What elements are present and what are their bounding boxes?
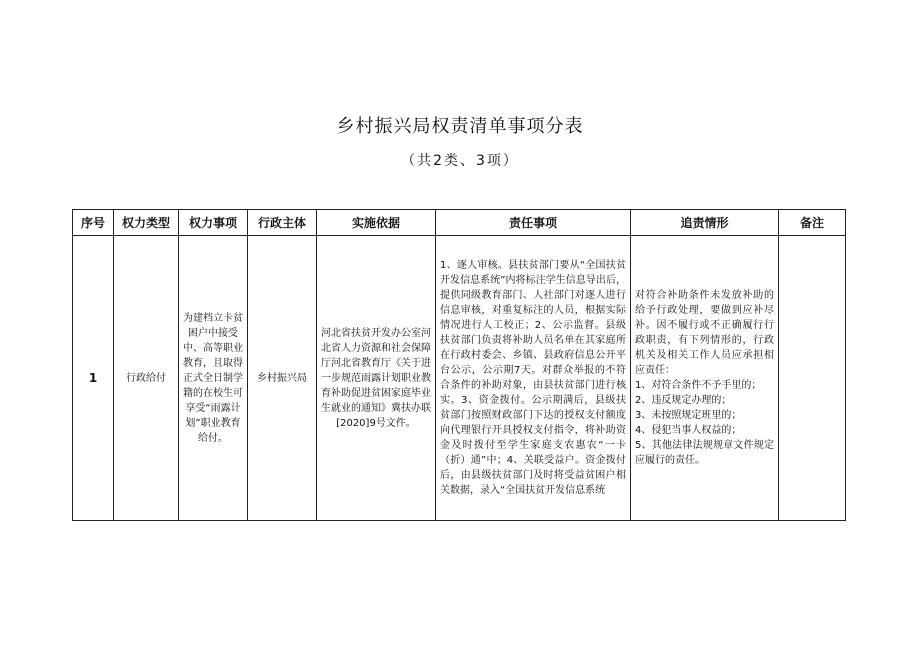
header-accountability: 追责情形 [631,210,779,236]
page-title: 乡村振兴局权责清单事项分表 [336,116,584,137]
cell-seq: 1 [73,236,114,521]
header-basis: 实施依据 [317,210,436,236]
header-responsibility: 责任事项 [436,210,631,236]
header-subject: 行政主体 [248,210,317,236]
cell-responsibility [436,236,631,521]
header-power-type: 权力类型 [114,210,179,236]
cell-basis [317,236,436,521]
cell-power-item [179,236,248,521]
power-item-text: 为建档立卡贫困户中接受中、高等职业教育，且取得正式全日制学籍的在校生可享受“雨露计划”职业教育给付。 [183,312,243,444]
header-power-item: 权力事项 [179,210,248,236]
page-subtitle: （共2类、3项） [401,153,519,169]
accountability-text: 对符合补助条件未发放补助的给予行政处理，要做到应补尽补。因不履行或不正确履行行政职责，有下列情形的，行政机关及相关工作人员应承担相应责任： 1、对符合条件不予手里的； 2、违反规定办理的； 3、未按照规定班里的； 4、侵犯当事人权益的； 5、其他法律法规规章文件规定应履行的责任。 [635,290,774,466]
basis-text: 河北省扶贫开发办公室河北省人力资源和社会保障厅河北省教育厅《关于进一步规范雨露计划职业教育补助促进贫困家庭毕业生就业的通知》冀扶办联[2020]9号文件。 [321,327,431,429]
responsibility-table [72,209,846,521]
cell-power-type: 行政给付 [114,236,179,521]
cell-subject: 乡村振兴局 [248,236,317,521]
header-seq: 序号 [73,210,114,236]
header-remarks: 备注 [779,210,846,236]
table-row [73,236,846,521]
cell-remarks [779,236,846,521]
cell-accountability [631,236,779,521]
responsibility-text: 1、逐人审核。县扶贫部门要从“全国扶贫开发信息系统”内将标注学生信息导出后，提供同级教育部门、人社部门对逐人进行信息审核，对重复标注的人员，根据实际情况进行人工校正；2、公示监督。县级扶贫部门负责将补助人员名单在其家庭所在行政村委会、乡镇、县政府信息公开平台公示，公示期7天。对群众举报的不符合条件的补助对象，由县扶贫部门进行核实。3、资金拨付。公示期满后，县级扶贫部门按照财政部门下达的授权支付额度向代理银行开具授权支付指令，将补助资金及时拨付至学生家庭支农惠农“一卡（折）通”中；4、关联受益户。资金拨付后，由县级扶贫部门及时将受益贫困户相关数据，录入“全国扶贫开发信息系统 [440,260,626,496]
table-header-row [73,210,846,236]
